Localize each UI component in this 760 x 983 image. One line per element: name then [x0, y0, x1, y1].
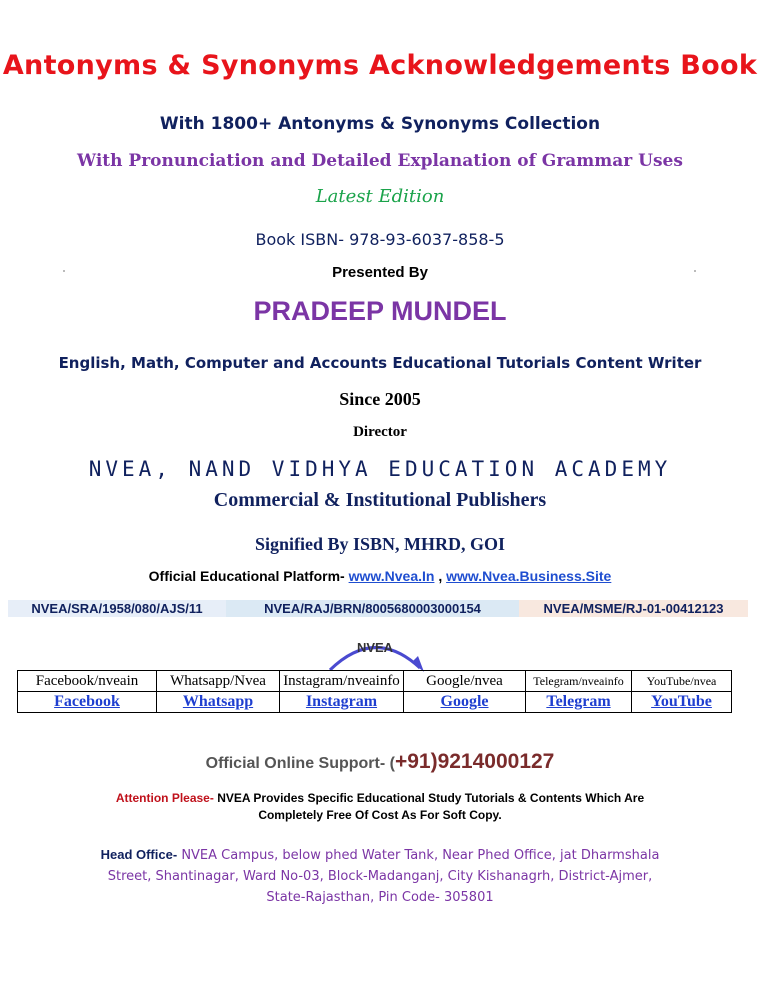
- head-office-line-2: Street, Shantinagar, Ward No-03, Block-Madanganj, City Kishanagrh, District-Ajmer,: [107, 869, 653, 884]
- platform-line: [0, 568, 760, 584]
- telegram-handle: Telegram/nveainfo: [526, 671, 632, 692]
- edition-label: Latest Edition: [315, 186, 445, 207]
- instagram-link[interactable]: Instagram: [305, 693, 378, 710]
- whatsapp-link[interactable]: Whatsapp: [182, 693, 254, 710]
- head-office-label: Head Office-: [100, 847, 178, 862]
- support-phone: +91)9214000127: [394, 750, 555, 773]
- registration-msme: NVEA/MSME/RJ-01-00412123: [519, 600, 748, 617]
- academy-name: NVEA, NAND VIDHYA EDUCATION ACADEMY: [88, 457, 672, 481]
- author-name: PRADEEP MUNDEL: [253, 296, 507, 326]
- platform-label: Official Educational Platform-: [148, 568, 345, 584]
- facebook-link[interactable]: Facebook: [54, 693, 120, 710]
- google-link[interactable]: Google: [440, 693, 489, 710]
- registration-brn: NVEA/RAJ/BRN/8005680003000154: [226, 600, 519, 617]
- attention-line-2: Completely Free Of Cost As For Soft Copy.: [258, 808, 502, 822]
- social-media-table: [17, 670, 732, 713]
- attention-label: Attention Please-: [115, 791, 214, 805]
- facebook-handle: Facebook/nveain: [18, 671, 157, 692]
- book-subtitle: With 1800+ Antonyms & Synonyms Collection: [159, 114, 601, 134]
- telegram-link[interactable]: Telegram: [546, 693, 611, 710]
- head-office-line-3: State-Rajasthan, Pin Code- 305801: [266, 890, 494, 905]
- nvea-in-link[interactable]: www.Nvea.In: [348, 568, 435, 584]
- instagram-handle: Instagram/nveainfo: [280, 671, 404, 692]
- registration-row: [8, 600, 748, 617]
- youtube-handle: YouTube/nvea: [632, 671, 732, 692]
- nvea-badge: NVEA: [356, 640, 394, 655]
- head-office-address: [0, 844, 760, 908]
- role-label: Director: [353, 424, 407, 440]
- signified-line: Signified By ISBN, MHRD, GOI: [254, 534, 506, 554]
- registration-sra: NVEA/SRA/1958/080/AJS/11: [8, 600, 226, 617]
- support-label: Official Online Support- (: [205, 755, 395, 772]
- publishers-line: Commercial & Institutional Publishers: [213, 489, 547, 511]
- presented-by-label: Presented By: [332, 264, 428, 281]
- pronunciation-line: With Pronunciation and Detailed Explanation of Grammar Uses: [77, 151, 683, 171]
- nvea-business-site-link[interactable]: www.Nvea.Business.Site: [446, 568, 612, 584]
- since-year: Since 2005: [339, 389, 421, 409]
- youtube-link[interactable]: YouTube: [651, 693, 712, 710]
- writer-description: English, Math, Computer and Accounts Educational Tutorials Content Writer: [58, 354, 702, 372]
- online-support-line: [0, 750, 760, 774]
- head-office-line-1: NVEA Campus, below phed Water Tank, Near Phed Office, jat Dharmshala: [181, 848, 660, 863]
- whatsapp-handle: Whatsapp/Nvea: [157, 671, 280, 692]
- attention-notice: [0, 790, 760, 824]
- attention-line-1: NVEA Provides Specific Educational Study Tutorials & Contents Which Are: [217, 791, 645, 805]
- google-handle: Google/nvea: [404, 671, 526, 692]
- isbn-line: Book ISBN- 978-93-6037-858-5: [255, 230, 505, 249]
- book-title: Antonyms & Synonyms Acknowledgements Book: [2, 50, 758, 81]
- platform-separator: ,: [438, 568, 443, 584]
